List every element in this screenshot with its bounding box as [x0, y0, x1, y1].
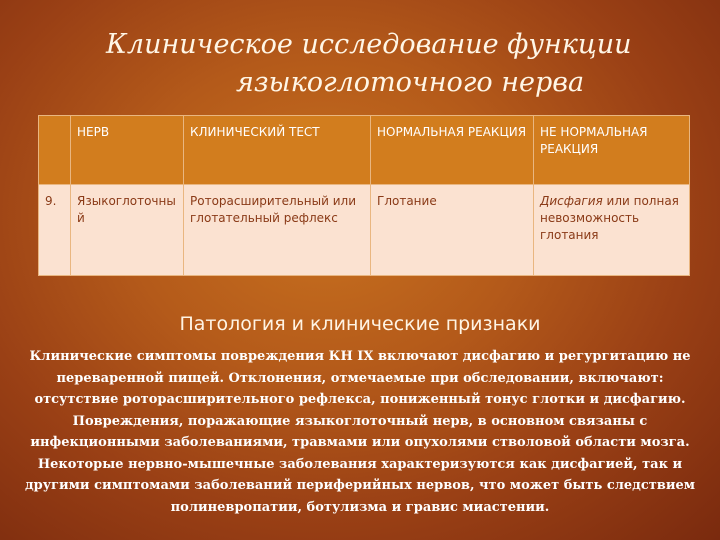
header-normal-reaction: НОРМАЛЬНАЯ РЕАКЦИЯ	[371, 116, 534, 185]
cell-number: 9.	[39, 185, 71, 276]
cell-nerve: Языкоглоточный	[71, 185, 184, 276]
header-number	[39, 116, 71, 185]
header-abnormal-reaction: НЕ НОРМАЛЬНАЯ РЕАКЦИЯ	[534, 116, 690, 185]
cell-clinical-test: Роторасширительный или глотательный рефлекс	[184, 185, 371, 276]
slide-title	[0, 26, 720, 102]
header-clinical-test: КЛИНИЧЕСКИЙ ТЕСТ	[184, 116, 371, 185]
pathology-paragraph: Клинические симптомы повреждения КН IX включают дисфагию и регургитацию не переваренной пищей. Отклонения, отмечаемые при обследовании, включают: отсутствие роторасширительного рефлекса, пониженный тонус глотки и дисфагию. Повреждения, поражающие языкоглоточный нерв, в основном связаны с инфекционными заболеваниями, травмами или опухолями стволовой области мозга. Некоторые нервно-мышечные заболевания характеризуются как дисфагией, так и другими симптомами заболеваний периферийных нервов, что может быть следствием полиневропатии, ботулизма и гравис миастении.	[24, 349, 696, 515]
header-nerve: НЕРВ	[71, 116, 184, 185]
cell-abnormal-reaction	[534, 185, 690, 276]
slide-title-line1: Клиническое исследование функции	[106, 29, 632, 60]
table-header-row	[39, 116, 690, 185]
section-subtitle: Патология и клинические признаки	[179, 313, 541, 335]
nerve-exam-table	[38, 115, 690, 276]
cell-normal-reaction: Глотание	[371, 185, 534, 276]
slide-title-line2: языкоглоточного нерва	[236, 67, 585, 98]
abnormal-rest: или полная невозможность глотания	[540, 194, 679, 242]
abnormal-term: Дисфагия	[540, 194, 603, 208]
table-row	[39, 185, 690, 276]
